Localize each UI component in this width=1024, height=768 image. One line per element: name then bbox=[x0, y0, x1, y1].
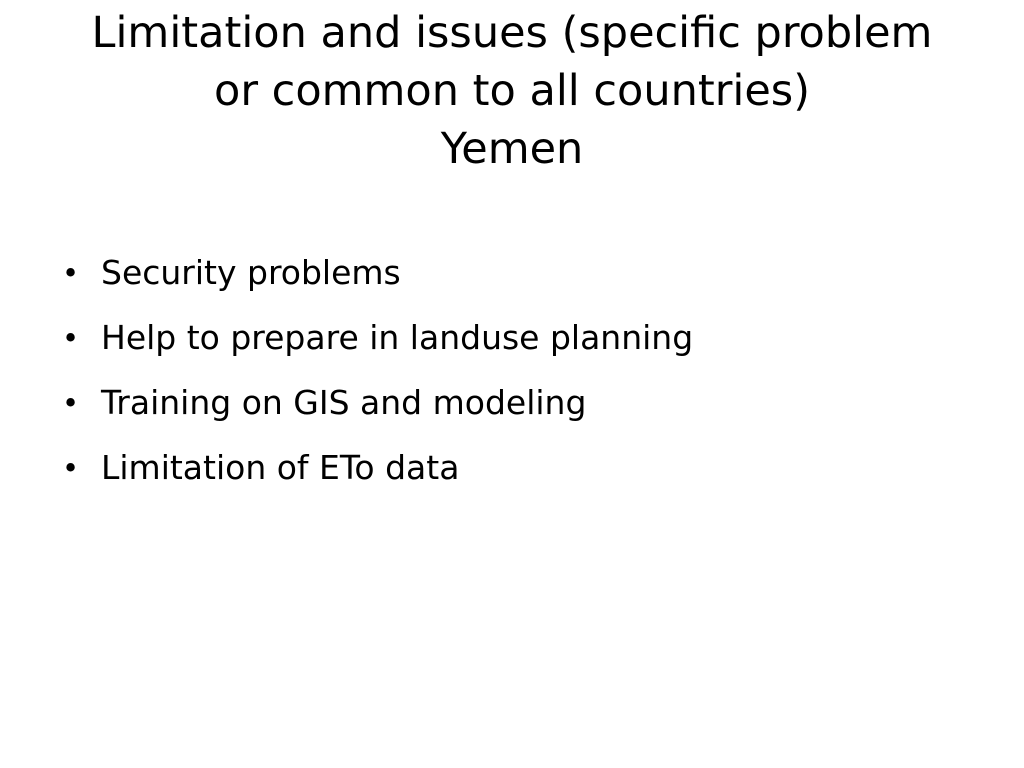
bullet-text: Help to prepare in landuse planning bbox=[101, 318, 694, 357]
bullet-item bbox=[62, 382, 962, 424]
bullet-item bbox=[62, 447, 962, 489]
bullet-dot-icon: • bbox=[62, 321, 80, 355]
bullet-text: Limitation of ETo data bbox=[101, 448, 460, 487]
bullet-item bbox=[62, 317, 962, 359]
bullet-text: Training on GIS and modeling bbox=[101, 383, 587, 422]
bullet-text: Security problems bbox=[101, 253, 401, 292]
title-line-1: Limitation and issues (specific problem bbox=[91, 8, 933, 58]
title-line-2: or common to all countries) bbox=[214, 66, 810, 116]
bullet-dot-icon: • bbox=[62, 256, 80, 290]
slide-title bbox=[40, 4, 984, 178]
bullet-dot-icon: • bbox=[62, 451, 80, 485]
bullet-dot-icon: • bbox=[62, 386, 80, 420]
bullet-list bbox=[62, 252, 962, 512]
title-line-3: Yemen bbox=[440, 124, 584, 174]
bullet-item bbox=[62, 252, 962, 294]
